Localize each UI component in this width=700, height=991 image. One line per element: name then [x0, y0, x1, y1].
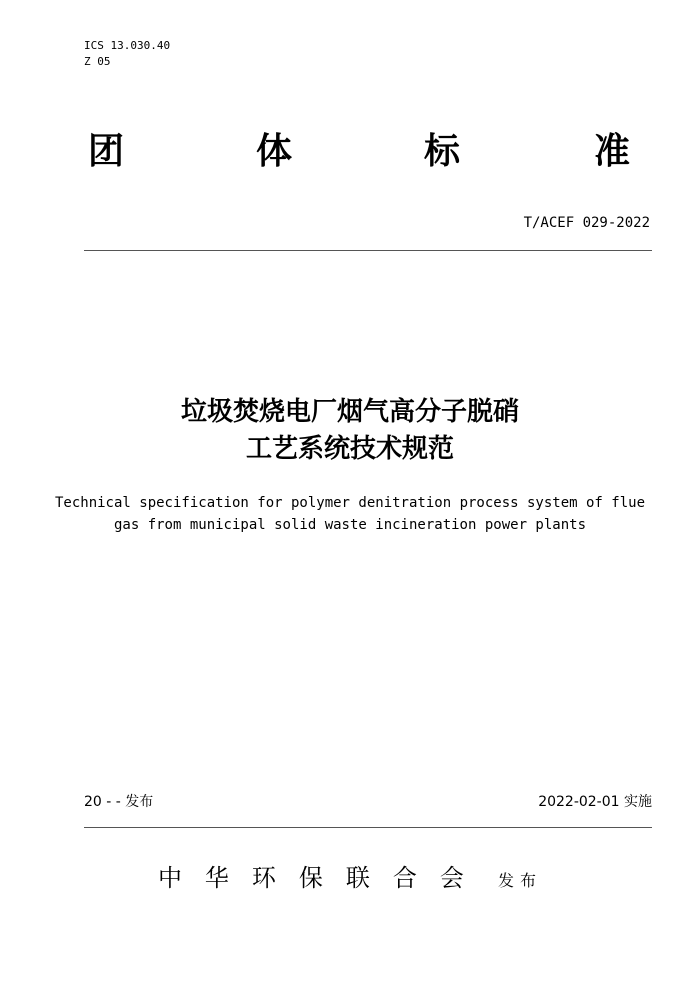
- ccs-code: Z 05: [84, 55, 111, 68]
- issuer-suffix: 发布: [498, 871, 543, 890]
- publish-date: 20 - - 发布: [84, 794, 154, 810]
- title-chinese-line-2: 工艺系统技术规范: [245, 434, 454, 464]
- issuer-organization: 中华环保联合会: [157, 864, 487, 892]
- standard-type-char: 标: [424, 131, 461, 172]
- standard-type-heading: [84, 128, 654, 178]
- standard-type-char: 准: [594, 131, 631, 172]
- bottom-divider: [84, 827, 652, 828]
- implementation-date: 2022-02-01 实施: [538, 794, 652, 810]
- title-english: [0, 492, 700, 536]
- standard-type-char: 体: [256, 131, 293, 172]
- title-chinese: [0, 394, 700, 468]
- title-chinese-line-1: 垃圾焚烧电厂烟气高分子脱硝: [180, 397, 519, 427]
- standard-type-char: 团: [88, 131, 125, 172]
- issuer: [0, 858, 700, 893]
- top-divider: [84, 250, 652, 251]
- title-english-line-2: gas from municipal solid waste incineration power plants: [113, 517, 586, 533]
- standard-number: T/ACEF 029-2022: [523, 215, 650, 231]
- ics-code: ICS 13.030.40: [84, 39, 171, 52]
- title-english-line-1: Technical specification for polymer denitration process system of flue: [54, 495, 645, 511]
